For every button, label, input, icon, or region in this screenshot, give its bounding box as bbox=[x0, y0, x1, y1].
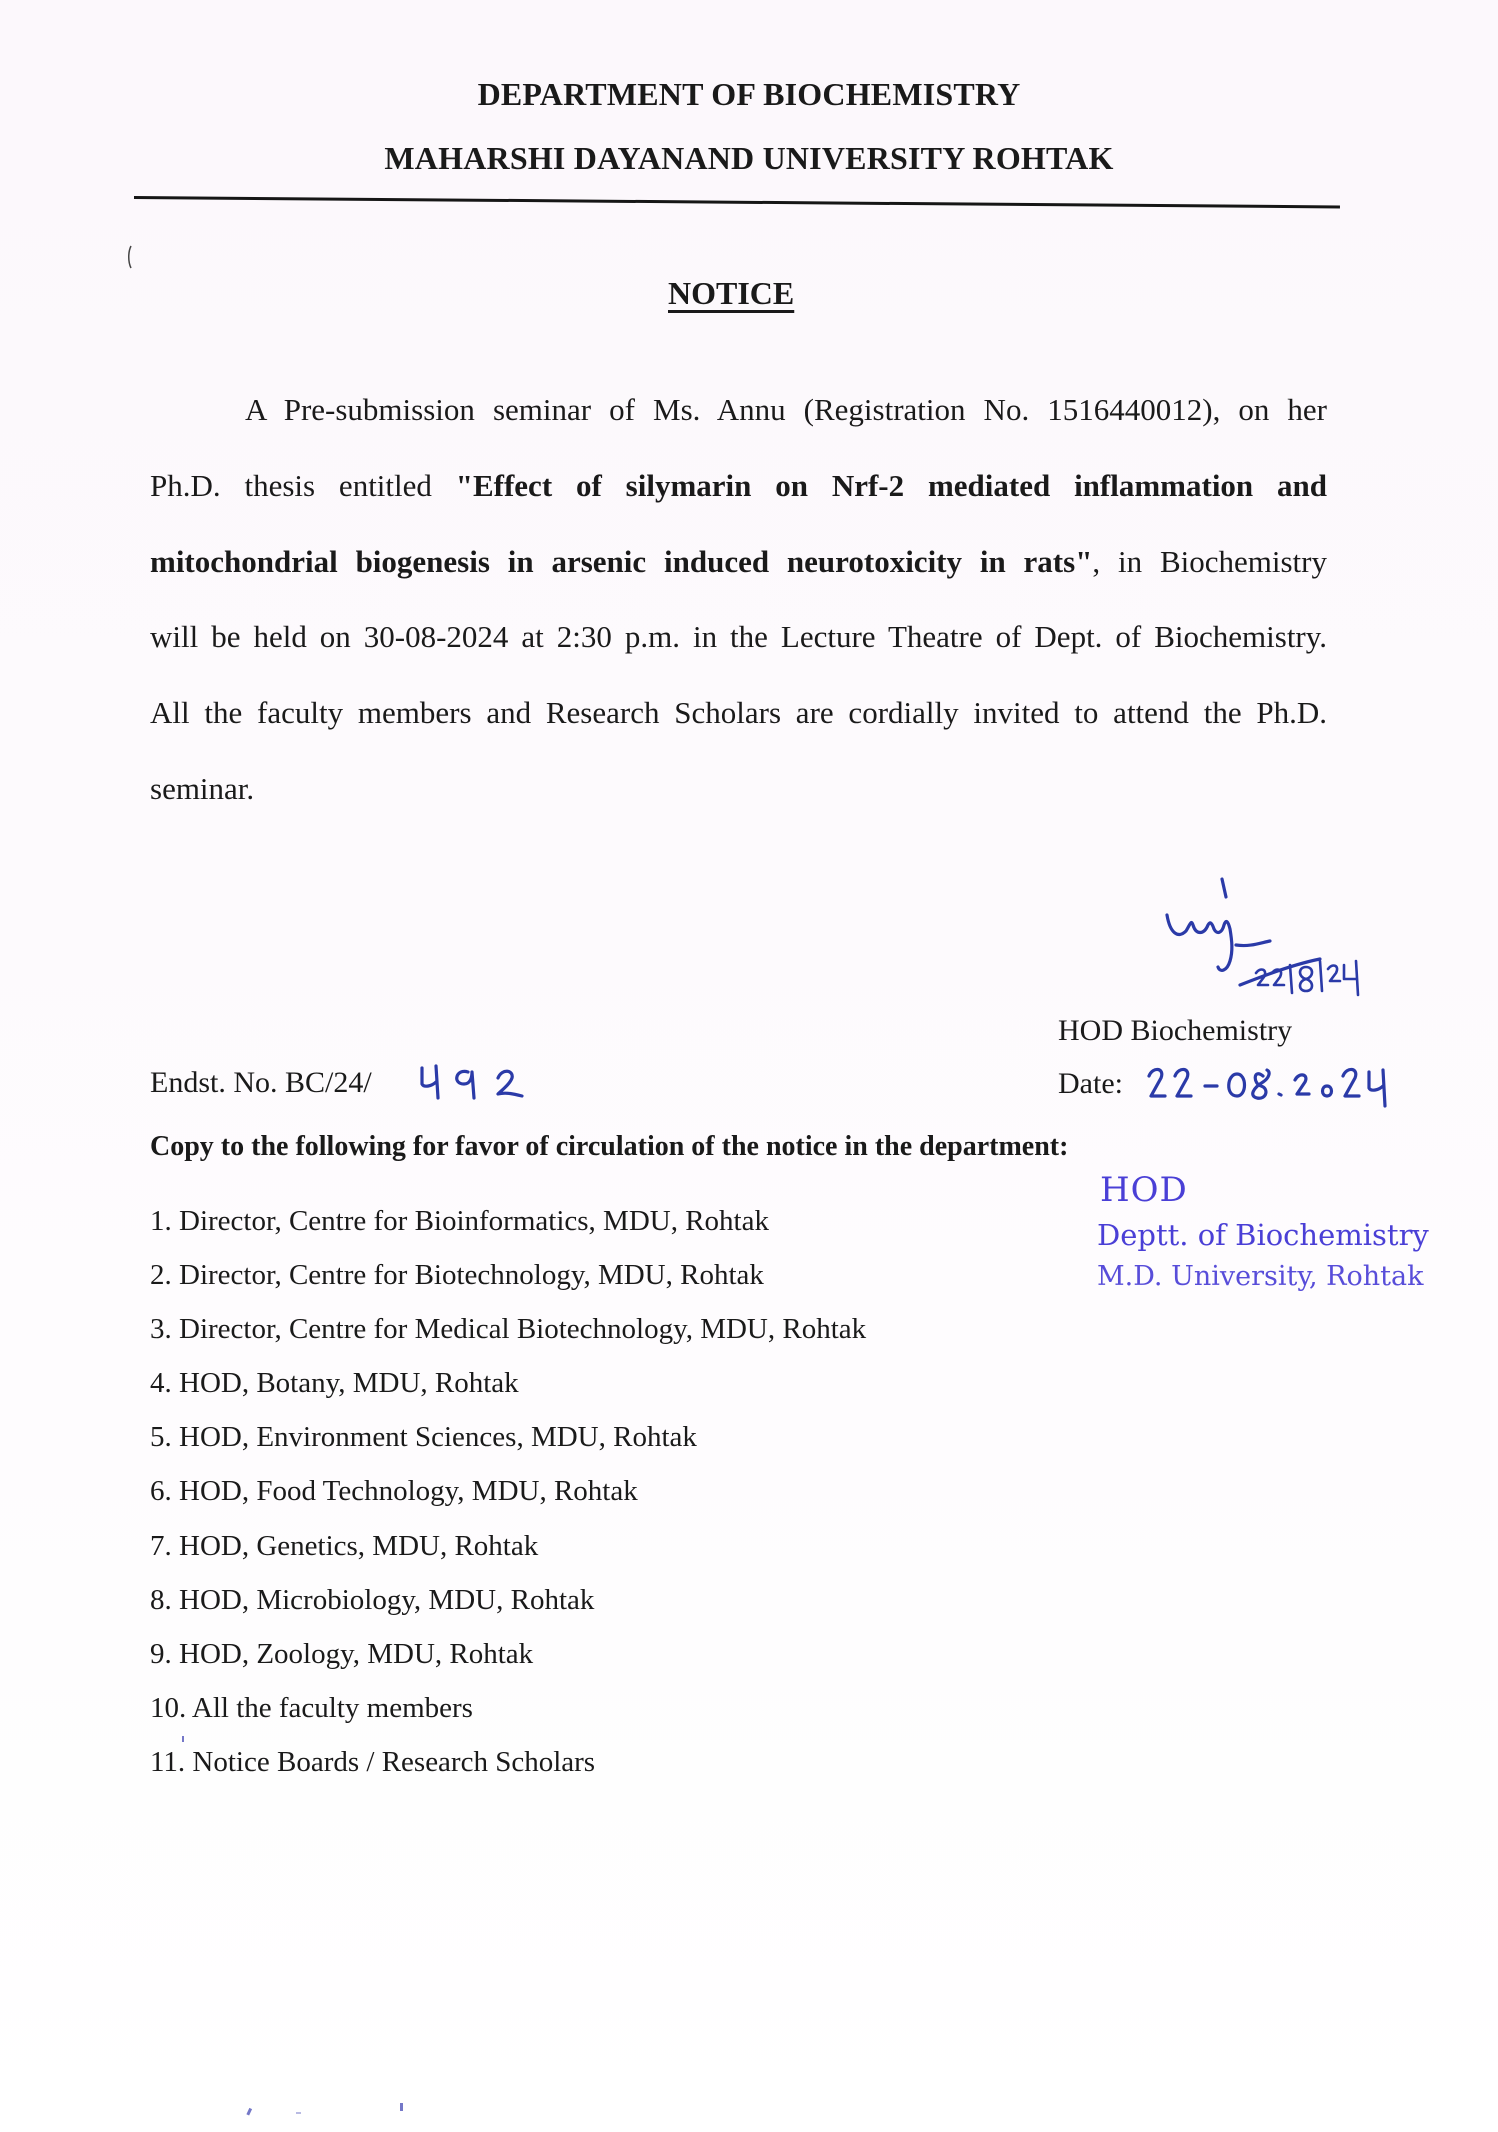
list-item: 8. HOD, Microbiology, MDU, Rohtak bbox=[150, 1584, 595, 1616]
body-line-1 bbox=[245, 392, 1327, 428]
thesis-title-part-1: "Effect of silymarin on Nrf-2 mediated inflammation and bbox=[455, 468, 1328, 503]
body-text: A Pre-submission seminar of Ms. Annu (Registration No. 1516440012), on her bbox=[245, 392, 1327, 427]
ink-speck bbox=[246, 2108, 252, 2116]
signature-date bbox=[1256, 961, 1358, 995]
list-item: 9. HOD, Zoology, MDU, Rohtak bbox=[150, 1638, 534, 1670]
body-text: All the faculty members and Research Scholars are cordially invited to attend the Ph.D. bbox=[150, 695, 1327, 730]
list-item: 6. HOD, Food Technology, MDU, Rohtak bbox=[150, 1475, 638, 1507]
header-divider bbox=[134, 196, 1340, 208]
body-text: Ph.D. thesis entitled bbox=[150, 468, 456, 503]
seminar-schedule: will be held on 30-08-2024 at 2:30 p.m. in the Lecture Theatre of Dept. of Biochemistry. bbox=[150, 619, 1327, 654]
list-item: 1. Director, Centre for Bioinformatics, MDU, Rohtak bbox=[150, 1205, 769, 1237]
signature-tick bbox=[1222, 879, 1226, 897]
handwritten-signature bbox=[1160, 875, 1390, 1005]
university-heading: MAHARSHI DAYANAND UNIVERSITY ROHTAK bbox=[384, 140, 1114, 176]
list-item: 4. HOD, Botany, MDU, Rohtak bbox=[150, 1367, 519, 1399]
stamp-line-1: HOD bbox=[1100, 1170, 1188, 1210]
ink-speck bbox=[296, 2112, 301, 2114]
list-item: 10. All the faculty members bbox=[150, 1692, 473, 1724]
list-item: 2. Director, Centre for Biotechnology, MDU, Rohtak bbox=[150, 1259, 764, 1291]
notice-title: NOTICE bbox=[668, 275, 795, 311]
body-line-3 bbox=[150, 544, 1327, 580]
stamp-line-2: Deptt. of Biochemistry bbox=[1097, 1218, 1429, 1252]
copy-to-heading: Copy to the following for favor of circulation of the notice in the department: bbox=[150, 1131, 1069, 1162]
handwritten-date bbox=[1145, 1062, 1405, 1112]
list-item: 11. Notice Boards / Research Scholars bbox=[150, 1746, 596, 1778]
body-line-5 bbox=[150, 695, 1327, 731]
signature-stroke bbox=[1167, 915, 1232, 970]
list-item: 3. Director, Centre for Medical Biotechnology, MDU, Rohtak bbox=[150, 1313, 867, 1345]
endorsement-number-handwritten bbox=[418, 1062, 528, 1108]
stamp-line-3: M.D. University, Rohtak bbox=[1097, 1261, 1424, 1292]
ink-speck bbox=[182, 1736, 184, 1742]
body-line-4 bbox=[150, 619, 1327, 655]
signature-hook bbox=[1236, 941, 1270, 946]
signatory-designation: HOD Biochemistry bbox=[1058, 1014, 1293, 1047]
ink-speck bbox=[400, 2103, 403, 2111]
body-text: seminar. bbox=[150, 771, 255, 806]
body-line-2 bbox=[150, 468, 1327, 504]
body-line-6 bbox=[150, 771, 1327, 807]
thesis-title-part-2: mitochondrial biogenesis in arsenic induced neurotoxicity in rats" bbox=[150, 544, 1093, 579]
margin-mark bbox=[129, 246, 131, 268]
list-item: 5. HOD, Environment Sciences, MDU, Rohtak bbox=[150, 1421, 697, 1453]
department-heading: DEPARTMENT OF BIOCHEMISTRY bbox=[477, 76, 1021, 112]
body-text: , in Biochemistry bbox=[1092, 544, 1327, 579]
date-label: Date: bbox=[1058, 1067, 1123, 1100]
list-item: 7. HOD, Genetics, MDU, Rohtak bbox=[150, 1530, 539, 1562]
endorsement-label: Endst. No. BC/24/ bbox=[150, 1066, 372, 1099]
